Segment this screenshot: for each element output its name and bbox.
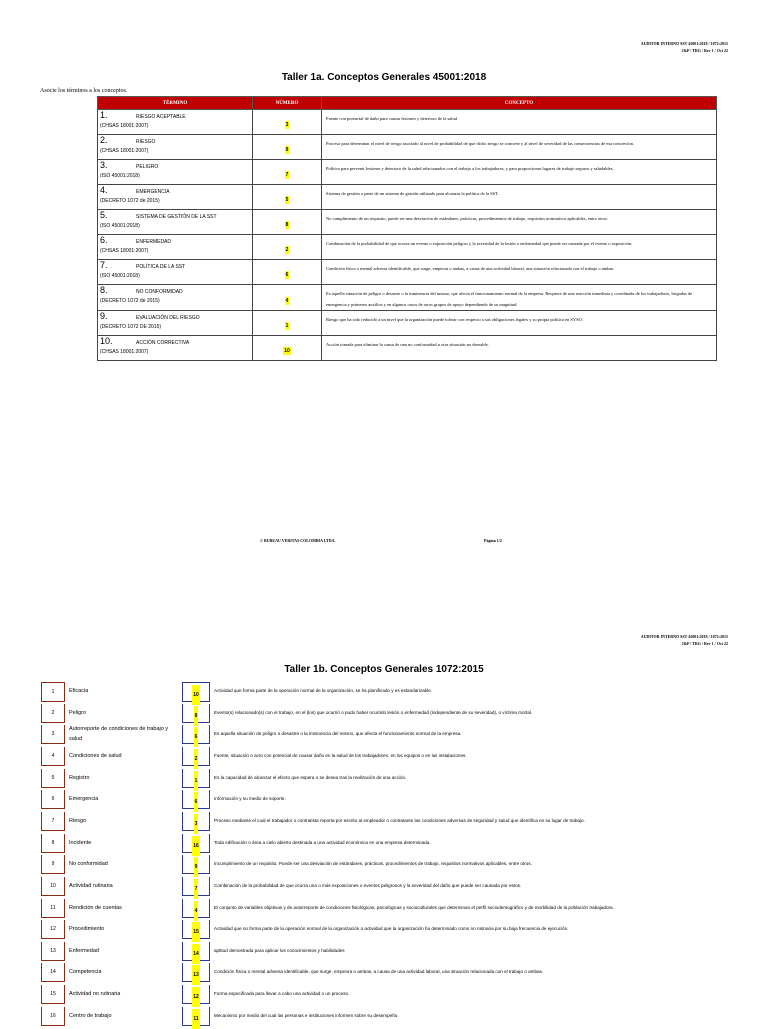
item-term: Procedimiento bbox=[69, 926, 105, 932]
answer-box[interactable] bbox=[182, 1007, 210, 1026]
term-cell bbox=[98, 311, 253, 336]
term-number: 5. bbox=[100, 210, 108, 220]
term-cell bbox=[98, 336, 253, 361]
column-header-concept: CONCEPTO bbox=[322, 97, 717, 110]
item-term: Riesgo bbox=[69, 818, 87, 824]
answer-number: 15 bbox=[192, 922, 200, 942]
term-source: (DECRETO 1072 de 2015) bbox=[100, 198, 160, 204]
term-name: POLÍTICA DE LA SST bbox=[136, 264, 186, 270]
answer-number: 4 bbox=[194, 901, 199, 921]
answer-number: 8 bbox=[285, 222, 289, 228]
column-header-term: TÉRMINO bbox=[98, 97, 253, 110]
item-term: Condiciones de salud bbox=[69, 753, 122, 759]
answer-box[interactable] bbox=[182, 942, 210, 961]
answer-number: 11 bbox=[192, 1009, 199, 1029]
answer-number: 6 bbox=[194, 792, 199, 812]
item-definition: Forma especificada para llevar a cabo una actividad o un proceso. bbox=[214, 991, 350, 996]
answer-box[interactable] bbox=[182, 920, 210, 939]
table-row bbox=[98, 311, 717, 336]
item-definition: Es la capacidad de alcanzar el efecto que espera o se desea tras la realización de una acción. bbox=[214, 775, 407, 780]
item-term: Enfermedad bbox=[69, 948, 99, 954]
answer-number: 10 bbox=[192, 685, 200, 705]
answer-box[interactable] bbox=[182, 812, 210, 831]
concept-cell: No cumplimiento de un requisito, puede ser una desviación de estándares, prácticas, procedimientos de trabajo, requisitos normativos aplicables, entre otros. bbox=[322, 210, 717, 235]
answer-number: 8 bbox=[194, 706, 199, 726]
document-header-2 bbox=[641, 633, 728, 647]
concept-cell: Combinación de la probabilidad de que ocurra un evento o exposición peligros y la severidad de la lesión o enfermedad que puede ser causada por el evento o exposición. bbox=[322, 235, 717, 260]
concepts-table-1a bbox=[97, 96, 717, 361]
instruction-text: Asocie los términos a los conceptos. bbox=[40, 88, 128, 94]
answer-number: 9 bbox=[285, 147, 289, 153]
answer-number: 7 bbox=[194, 879, 199, 899]
term-cell bbox=[98, 235, 253, 260]
answer-cell[interactable] bbox=[253, 110, 322, 135]
table-row bbox=[98, 285, 717, 311]
column-header-number: NÚMERO bbox=[253, 97, 322, 110]
term-number: 6. bbox=[100, 235, 108, 245]
page-title: Taller 1a. Conceptos Generales 45001:2018 bbox=[281, 72, 487, 83]
table-row bbox=[98, 135, 717, 160]
item-number: 16 bbox=[41, 1007, 65, 1026]
term-source: (CHSAS 18001:2007) bbox=[100, 349, 149, 355]
answer-number: 1 bbox=[285, 323, 289, 329]
answer-box[interactable] bbox=[182, 963, 210, 982]
item-definition: Combinación de la probabilidad de que ocurra una o más exposiciones o eventos peligrosos y la severidad del daño que puede ser causada por estos. bbox=[214, 883, 522, 888]
header-course: AUDITOR INTERNO SST 45001:2018 / 1072:2015 bbox=[640, 634, 728, 639]
answer-number: 2 bbox=[194, 749, 199, 769]
answer-cell[interactable] bbox=[253, 285, 322, 311]
term-number: 1. bbox=[100, 110, 108, 120]
term-number: 4. bbox=[100, 185, 108, 195]
term-number: 10. bbox=[100, 336, 113, 346]
item-number: 5 bbox=[41, 769, 65, 788]
term-name: RIESGO ACEPTABLE bbox=[136, 114, 186, 120]
item-term: No conformidad bbox=[69, 861, 108, 867]
answer-number: 7 bbox=[285, 172, 289, 178]
item-number: 15 bbox=[41, 985, 65, 1004]
item-definition: Fuente, situación o acto con potencial de causar daño en la salud de los trabajadores, en los equipos o en las instalaciones. bbox=[214, 753, 467, 758]
answer-box[interactable] bbox=[182, 769, 210, 788]
item-definition: Incumplimiento de un requisito. Puede ser una desviación de estándares, prácticas, procedimientos de trabajo, requisitos normativos aplicables, entre otros. bbox=[214, 861, 532, 866]
item-term: Actividad no rutinaria bbox=[69, 991, 121, 997]
answer-cell[interactable] bbox=[253, 210, 322, 235]
answer-box[interactable] bbox=[182, 985, 210, 1004]
answer-number: 4 bbox=[285, 297, 289, 304]
concept-cell: Sistema de gestión o parte de un sistema de gestión utilizado para alcanzar la política de la SST. bbox=[322, 185, 717, 210]
item-definition: Información y su medio de soporte. bbox=[214, 796, 286, 801]
item-number: 14 bbox=[41, 963, 65, 982]
answer-cell[interactable] bbox=[253, 336, 322, 361]
term-cell bbox=[98, 160, 253, 185]
table-row bbox=[98, 185, 717, 210]
table-row bbox=[98, 235, 717, 260]
term-source: (CHSAS 18001:2007) bbox=[100, 123, 149, 129]
item-term: Eficacia bbox=[69, 688, 89, 694]
answer-box[interactable] bbox=[182, 899, 210, 918]
answer-cell[interactable] bbox=[253, 260, 322, 285]
term-cell bbox=[98, 110, 253, 135]
footer-copyright: © BUREAU VERITAS COLOMBIA LTDA. bbox=[260, 538, 336, 543]
item-definition: Toda edificación o área a cielo abierto destinada a una actividad económica en una empresa determinada. bbox=[214, 840, 431, 845]
footer-page-number: Página 1/2 bbox=[484, 538, 502, 543]
item-term: Incidente bbox=[69, 840, 92, 846]
page-title-2: Taller 1b. Conceptos Generales 1072:2015 bbox=[284, 664, 484, 675]
answer-number: 12 bbox=[192, 987, 200, 1007]
item-term: Competencia bbox=[69, 969, 102, 975]
item-definition: Proceso mediante el cual el trabajador o contratista reporta por escrito al empleador o contratante las condiciones adversas de seguridad y salud que identifica en su lugar de trabajo. bbox=[214, 818, 585, 823]
answer-number: 1 bbox=[194, 771, 199, 791]
term-number: 2. bbox=[100, 135, 108, 145]
header-revision: J&P / TRG / Rev 1 / Oct 22 bbox=[681, 641, 728, 646]
document-header bbox=[641, 40, 728, 54]
item-number: 12 bbox=[41, 920, 65, 939]
concept-cell: Fuente con potencial de daño para causar lesiones y deterioro de la salud bbox=[322, 110, 717, 135]
item-number: 9 bbox=[41, 855, 65, 874]
term-source: (ISO 45001:2018) bbox=[100, 173, 140, 179]
item-term: Actividad rutinaria bbox=[69, 883, 113, 889]
answer-box[interactable] bbox=[182, 747, 210, 766]
answer-cell[interactable] bbox=[253, 185, 322, 210]
term-number: 3. bbox=[100, 160, 108, 170]
item-term: Centro de trabajo bbox=[69, 1013, 112, 1019]
item-definition: Condición física o mental adversa identificable, que surge, empeora o ambas, a causa de una actividad laboral, una situación relacionada con el trabajo o ambas. bbox=[214, 969, 544, 974]
term-name: EMERGENCIA bbox=[136, 189, 170, 195]
term-name: ENFERMEDAD bbox=[136, 239, 172, 245]
term-source: (DECRETO 1072 de 2015) bbox=[100, 298, 160, 304]
item-definition: Actividad que forma parte de la operación normal de la organización, se ha planificado y es estandarizable. bbox=[214, 688, 433, 693]
answer-number: 10 bbox=[284, 348, 290, 354]
answer-cell[interactable] bbox=[253, 160, 322, 185]
term-cell bbox=[98, 135, 253, 160]
item-number: 8 bbox=[41, 834, 65, 853]
answer-cell[interactable] bbox=[253, 311, 322, 336]
table-row bbox=[98, 210, 717, 235]
term-cell bbox=[98, 210, 253, 235]
concept-cell: Proceso para determinar el nivel de riesgo asociado al nivel de probabilidad de que dicho riesgo se concrete y al nivel de severidad de las consecuencias de esa concreción. bbox=[322, 135, 717, 160]
item-definition: El conjunto de variables objetivas y de autorreporte de condiciones fisiológicas, psicológicas y socioculturales que determinan el perfil sociodemográfico y de morbilidad de la población trabajadora. bbox=[214, 905, 614, 910]
answer-number: 6 bbox=[285, 272, 289, 278]
item-number: 4 bbox=[41, 747, 65, 766]
item-number: 2 bbox=[41, 704, 65, 723]
answer-cell[interactable] bbox=[253, 235, 322, 260]
answer-number: 6 bbox=[194, 727, 199, 747]
answer-cell[interactable] bbox=[253, 135, 322, 160]
item-term: Peligro bbox=[69, 710, 87, 716]
item-term: Emergencia bbox=[69, 796, 99, 802]
answer-number: 3 bbox=[285, 122, 289, 128]
term-source: (ISO 45001:2018) bbox=[100, 273, 140, 279]
term-cell bbox=[98, 185, 253, 210]
item-term: Autorreporte de condiciones de trabajo y salud bbox=[69, 726, 169, 742]
answer-box[interactable] bbox=[182, 834, 210, 853]
term-name: ACCIÓN CORRECTIVA bbox=[136, 340, 190, 346]
item-definition: Mecanismo por medio del cual las personas e instituciones informen sobre su desempeño. bbox=[214, 1013, 399, 1018]
answer-number: 2 bbox=[285, 247, 289, 253]
item-definition: Evento(s) relacionado(s) con el trabajo, en el (los) que ocurrió o pudo haber ocurrido lesión o enfermedad (independiente de su severidad), o víctima mortal. bbox=[214, 710, 533, 715]
item-number: 11 bbox=[41, 899, 65, 918]
item-number: 6 bbox=[41, 790, 65, 809]
answer-number: 5 bbox=[285, 197, 289, 203]
answer-number: 16 bbox=[192, 836, 200, 856]
table-row bbox=[98, 160, 717, 185]
concept-cell: Acción tomada para eliminar la causa de una no conformidad u otra situación no deseable. bbox=[322, 336, 717, 361]
term-cell bbox=[98, 285, 253, 311]
item-number: 1 bbox=[41, 682, 65, 702]
term-source: (CHSAS 18001:2007) bbox=[100, 148, 149, 154]
answer-number: 9 bbox=[194, 857, 199, 877]
term-name: EVALUACIÓN DEL RIESGO bbox=[136, 315, 200, 321]
table-row bbox=[98, 110, 717, 135]
item-definition: Es aquella situación de peligro o desastre o la inminencia del mismo, que afecta el funcionamiento normal de la empresa. bbox=[214, 731, 462, 736]
answer-number: 13 bbox=[192, 965, 200, 985]
term-number: 7. bbox=[100, 260, 108, 270]
term-source: (DECRETO 1072 DE 2015) bbox=[100, 324, 162, 330]
term-name: SISTEMA DE GESTIÓN DE LA SST bbox=[136, 214, 217, 220]
item-number: 3 bbox=[41, 725, 65, 744]
answer-box[interactable] bbox=[182, 877, 210, 896]
answer-box[interactable] bbox=[182, 682, 210, 702]
term-cell bbox=[98, 260, 253, 285]
table-row bbox=[98, 260, 717, 285]
term-number: 9. bbox=[100, 311, 108, 321]
answer-box[interactable] bbox=[182, 790, 210, 809]
term-name: RIESGO bbox=[136, 139, 156, 145]
concept-cell: Es aquella situación de peligro o desastre o la inminencia del mismo, que afecta el funcionamiento normal de la empresa. Requiere de una reacción inmediata y coordinada de los trabajadores, brigadas de emergencia y primeros auxilios y en algunos casos de otros grupos de apoyo dependiendo de su magnitud. bbox=[322, 285, 717, 311]
header-course: AUDITOR INTERNO SST 45001:2018 / 1072:2015 bbox=[640, 41, 728, 46]
concept-cell: Condición física o mental adversa identificable, que surge, empeora o ambas, a causa de una actividad laboral, una situación relacionada con el trabajo o ambas. bbox=[322, 260, 717, 285]
item-number: 10 bbox=[41, 877, 65, 896]
term-name: NO CONFORMIDAD bbox=[136, 289, 183, 295]
term-source: (ISO 45001:2018) bbox=[100, 223, 140, 229]
item-definition: aptitud demostrada para aplicar los conocimientos y habilidades bbox=[214, 948, 345, 953]
concept-cell: Política para prevenir lesiones y deterioro de la salud relacionados con el trabajo a los trabajadores, y para proporcionar lugares de trabajo seguros y saludables. bbox=[322, 160, 717, 185]
term-number: 8. bbox=[100, 285, 108, 295]
item-term: Rendición de cuentas bbox=[69, 905, 122, 911]
answer-number: 14 bbox=[192, 944, 200, 964]
table-row bbox=[98, 336, 717, 361]
concept-cell: Riesgo que ha sido reducido a un nivel que la organización puede tolerar con respecto a sus obligaciones legales y su propia política en SYSO. bbox=[322, 311, 717, 336]
item-number: 13 bbox=[41, 942, 65, 961]
term-name: PELIGRO bbox=[136, 164, 159, 170]
answer-box[interactable] bbox=[182, 725, 210, 744]
item-number: 7 bbox=[41, 812, 65, 831]
term-source: (CHSAS 18001:2007) bbox=[100, 248, 149, 254]
answer-number: 3 bbox=[194, 814, 199, 834]
answer-box[interactable] bbox=[182, 704, 210, 723]
item-definition: Actividad que no forma parte de la operación normal de la organización o actividad que la organización ha determinado como no rutinaria por su baja frecuencia de ejecución. bbox=[214, 926, 569, 931]
header-revision: J&P / TRG / Rev 1 / Oct 22 bbox=[681, 48, 728, 53]
item-term: Registro bbox=[69, 775, 90, 781]
answer-box[interactable] bbox=[182, 855, 210, 874]
